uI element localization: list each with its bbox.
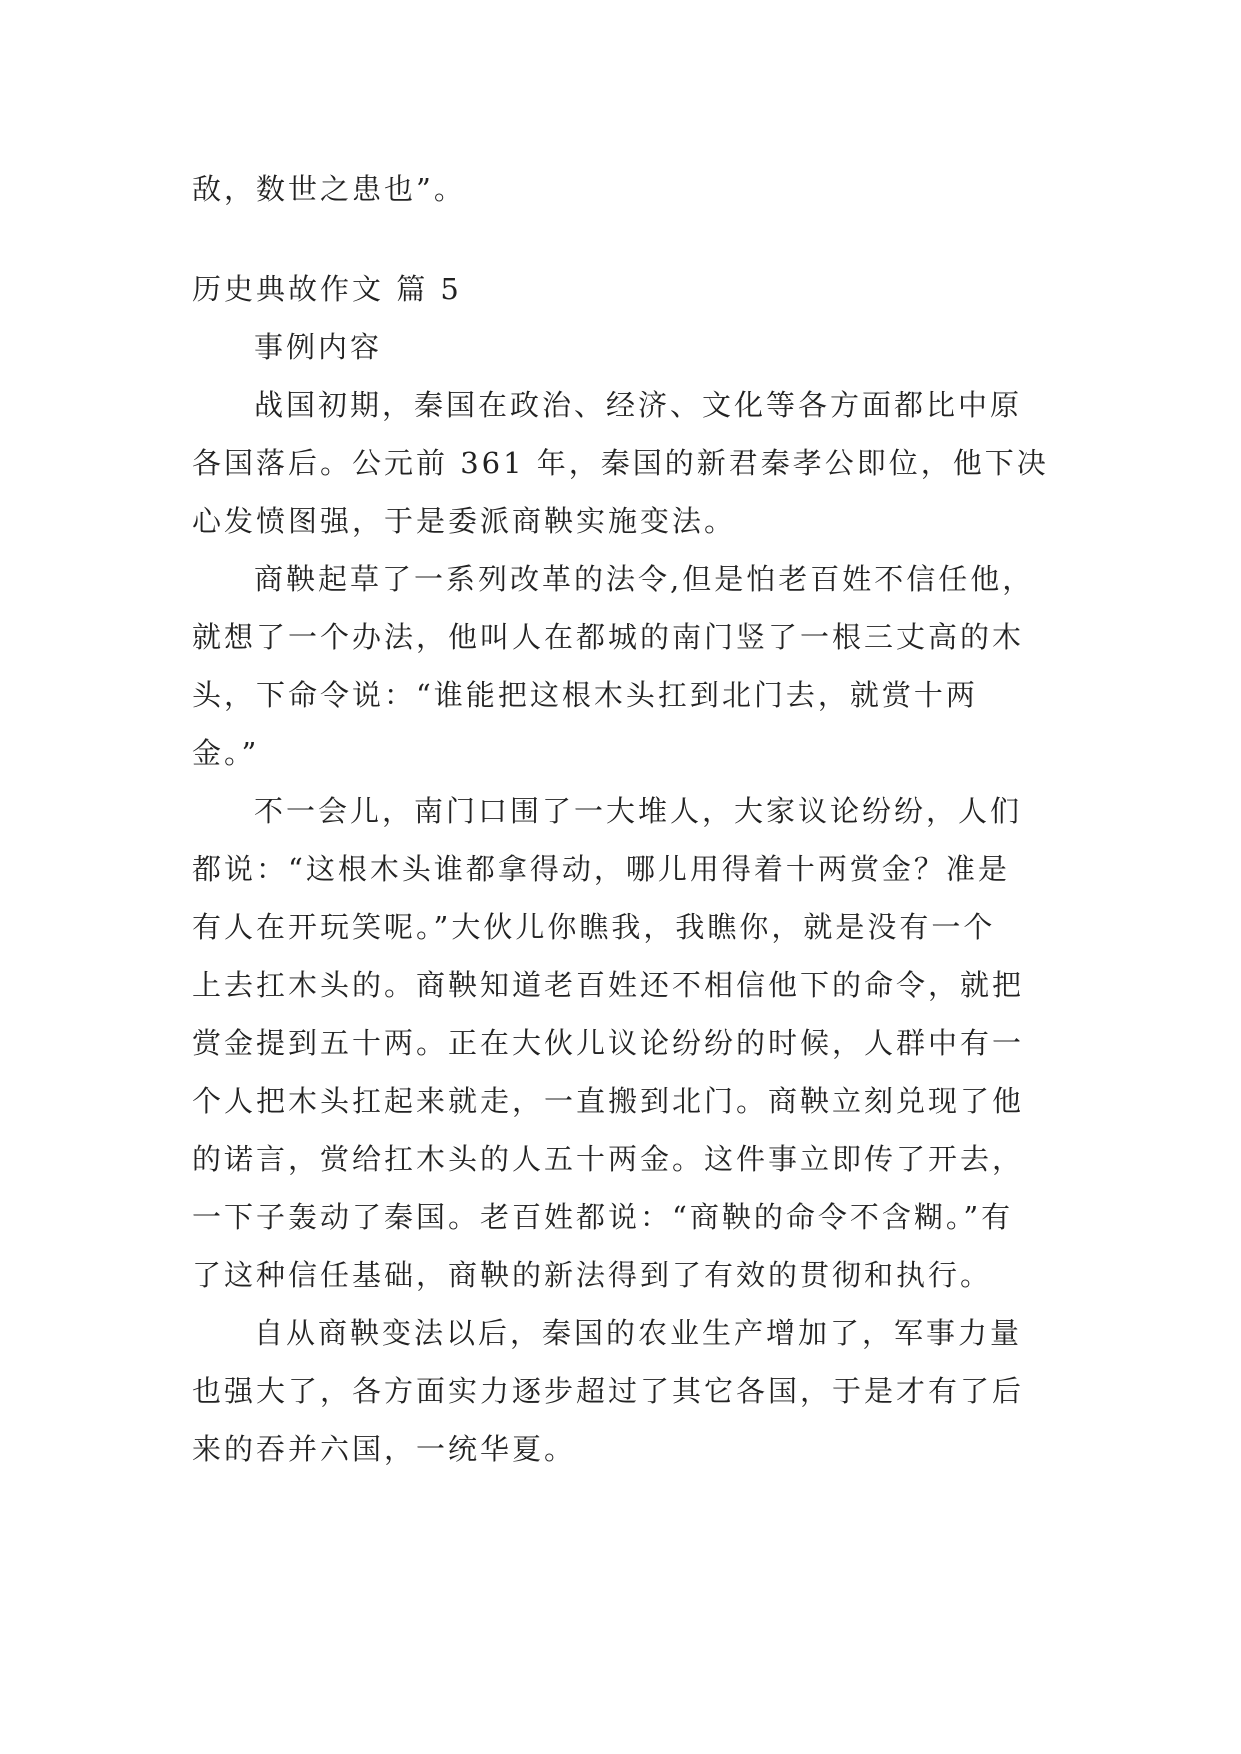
paragraph-line: 心发愤图强，于是委派商鞅实施变法。: [192, 504, 737, 538]
subheading: 事例内容: [254, 330, 383, 364]
paragraph-line: 也强大了，各方面实力逐步超过了其它各国，于是才有了后: [192, 1374, 1025, 1408]
paragraph-line: 赏金提到五十两。正在大伙儿议论纷纷的时候，人群中有一: [192, 1026, 1025, 1060]
paragraph-line: 有人在开玩笑呢。”大伙儿你瞧我，我瞧你，就是没有一个: [192, 910, 996, 944]
paragraph-line: 了这种信任基础，商鞅的新法得到了有效的贯彻和执行。: [192, 1258, 993, 1292]
paragraph-4: [192, 1304, 1052, 1478]
intro-line: 敌，数世之患也”。: [192, 172, 466, 206]
paragraph-line: 个人把木头扛起来就走，一直搬到北门。商鞅立刻兑现了他: [192, 1084, 1025, 1118]
paragraph-line: 就想了一个办法，他叫人在都城的南门竖了一根三丈高的木: [192, 620, 1025, 654]
paragraph-line: 战国初期，秦国在政治、经济、文化等各方面都比中原: [254, 388, 1023, 422]
paragraph-line: 不一会儿，南门口围了一大堆人，大家议论纷纷，人们: [254, 794, 1023, 828]
paragraph-2: [192, 550, 1052, 782]
paragraph-line: 自从商鞅变法以后，秦国的农业生产增加了，军事力量: [254, 1316, 1023, 1350]
paragraph-line: 一下子轰动了秦国。老百姓都说：“商鞅的命令不含糊。”有: [192, 1200, 1014, 1234]
paragraph-line: 的诺言，赏给扛木头的人五十两金。这件事立即传了开去，: [192, 1142, 1025, 1176]
paragraph-line: 商鞅起草了一系列改革的法令,但是怕老百姓不信任他，: [254, 562, 1035, 596]
paragraph-line: 都说：“这根木头谁都拿得动，哪儿用得着十两赏金？准是: [192, 852, 1010, 886]
paragraph-line: 头，下命令说：“谁能把这根木头扛到北门去，就赏十两: [192, 678, 978, 712]
document-page: [192, 160, 1052, 1478]
paragraph-line: 各国落后。公元前 361 年，秦国的新君秦孝公即位，他下决: [192, 446, 1049, 480]
paragraph-3: [192, 782, 1052, 1304]
paragraph-line: 上去扛木头的。商鞅知道老百姓还不相信他下的命令，就把: [192, 968, 1025, 1002]
paragraph-line: 金。”: [192, 736, 260, 770]
paragraph-line: 来的吞并六国，一统华夏。: [192, 1432, 577, 1466]
paragraph-1: [192, 376, 1052, 550]
section-title: 历史典故作文 篇 5: [192, 272, 462, 306]
